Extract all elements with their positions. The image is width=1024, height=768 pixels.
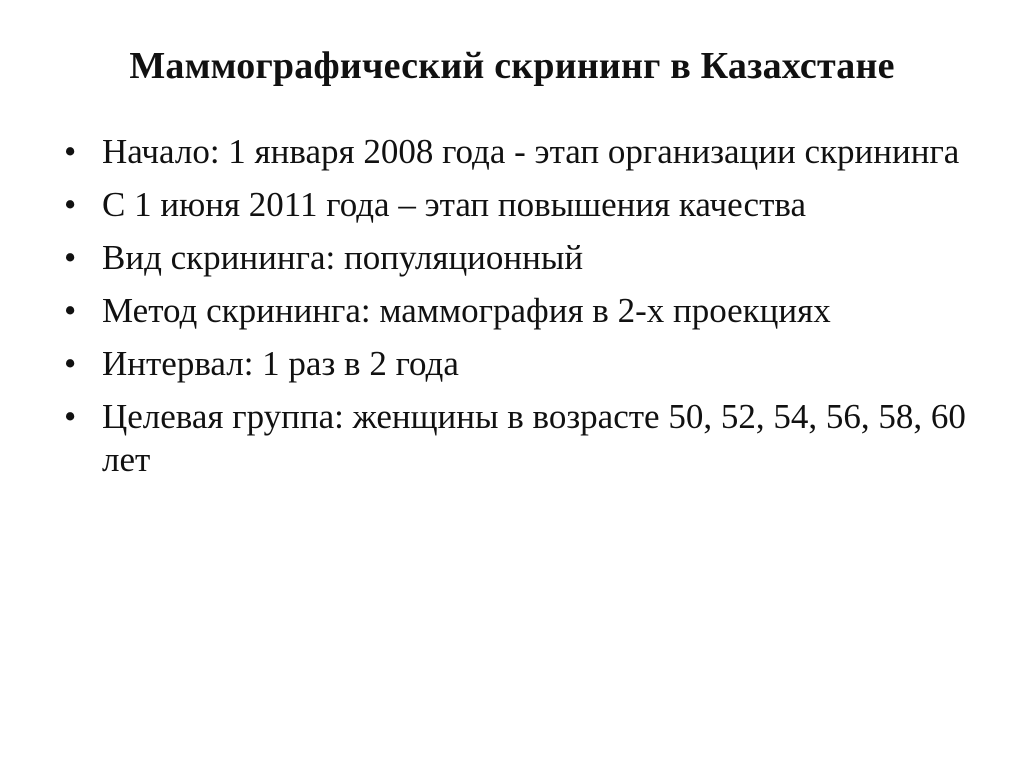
bullet-dot-icon: • [64,132,77,171]
bullet-list [60,130,980,491]
bullet-item-start-date [60,130,980,173]
bullet-text: С 1 июня 2011 года – этап повышения качества [102,185,806,224]
bullet-item-interval [60,342,980,385]
bullet-text: Целевая группа: женщины в возрасте 50, 52, 54, 56, 58, 60 лет [102,397,966,479]
bullet-dot-icon: • [64,344,77,383]
bullet-item-screening-type [60,236,980,279]
bullet-dot-icon: • [64,185,77,224]
bullet-dot-icon: • [64,291,77,330]
bullet-item-target-group [60,395,980,481]
bullet-text: Метод скрининга: маммография в 2-х проекциях [102,291,831,330]
bullet-text: Интервал: 1 раз в 2 года [102,344,459,383]
bullet-text: Вид скрининга: популяционный [102,238,584,277]
bullet-dot-icon: • [64,238,77,277]
bullet-text: Начало: 1 января 2008 года - этап организации скрининга [102,132,960,171]
bullet-dot-icon: • [64,397,77,436]
slide-title: Маммографический скрининг в Казахстане [129,45,895,87]
bullet-item-quality-stage [60,183,980,226]
bullet-item-screening-method [60,289,980,332]
